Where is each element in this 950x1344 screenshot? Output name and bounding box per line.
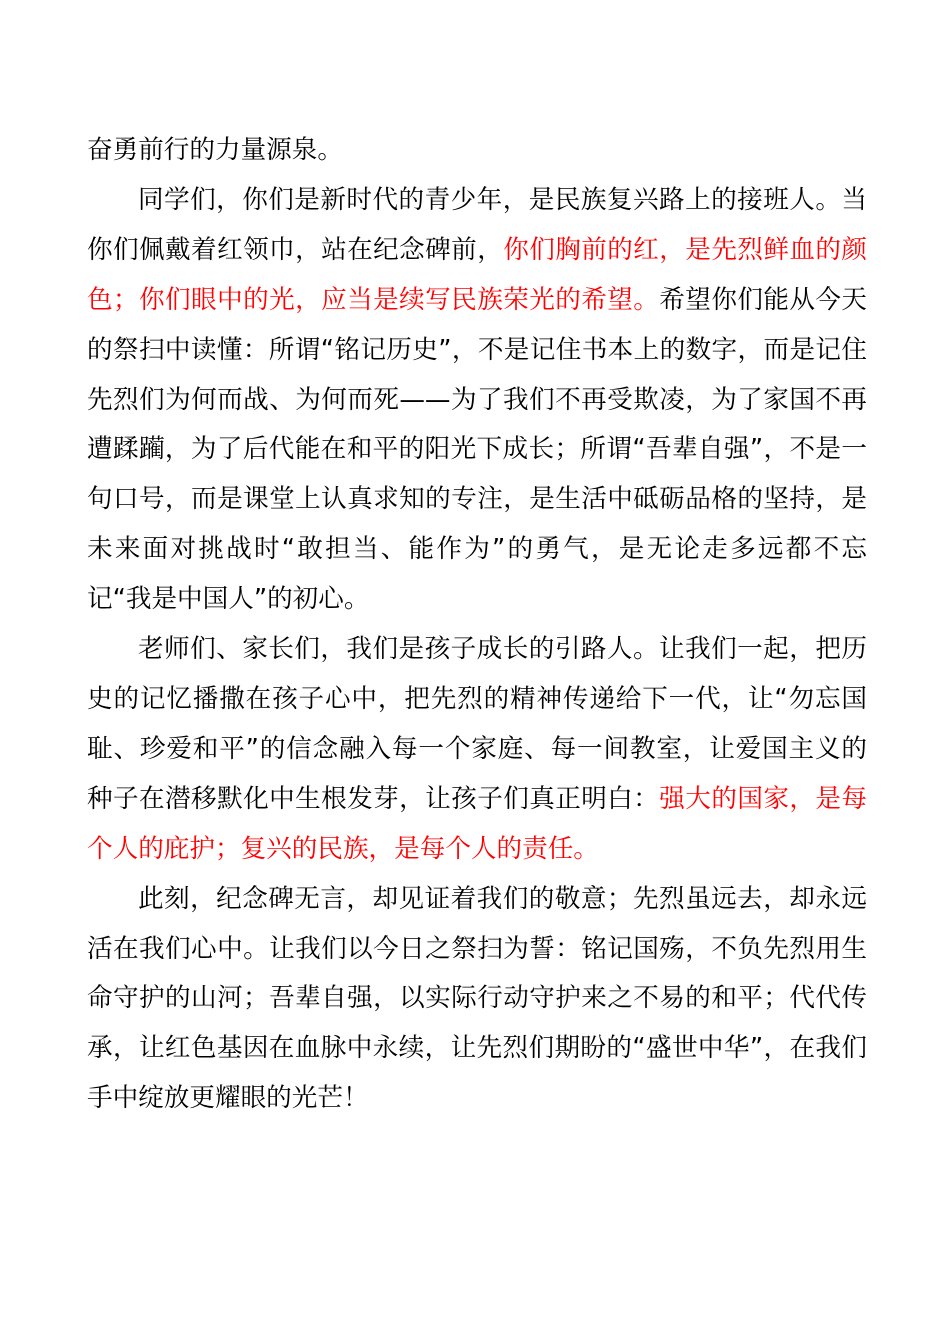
paragraph-4 — [87, 875, 867, 1125]
paragraph-text: 奋勇前行的力量源泉。 — [87, 135, 343, 165]
paragraph-3 — [87, 625, 867, 875]
highlighted-text: 你们胸前的红，是先烈鲜血的颜色；你们眼中的光，应当是续写民族荣光的希望。 — [87, 234, 867, 315]
document-body — [87, 126, 867, 1124]
paragraph-2 — [87, 176, 867, 625]
paragraph-text: 老师们、家长们，我们是孩子成长的引路人。让我们一起，把历史的记忆播撒在孩子心中，把先烈的精神传递给下一代，让“勿忘国耻、珍爱和平”的信念融入每一个家庭、每一间教室，让爱国主义的种子在潜移默化中生根发芽，让孩子们真正明白： — [87, 634, 867, 814]
paragraph-text: 希望你们能从今天的祭扫中读懂：所谓“铭记历史”，不是记住书本上的数字，而是记住先烈们为何而战、为何而死——为了我们不再受欺凌，为了家国不再遭蹂躏，为了后代能在和平的阳光下成长；所谓“吾辈自强”，不是一句口号，而是课堂上认真求知的专注，是生活中砥砺品格的坚持，是未来面对挑战时“敢担当、能作为”的勇气，是无论走多远都不忘记“我是中国人”的初心。 — [87, 284, 867, 615]
paragraph-1 — [87, 126, 867, 176]
highlighted-text: 强大的国家，是每个人的庇护；复兴的民族，是每个人的责任。 — [87, 783, 867, 864]
paragraph-text: 此刻，纪念碑无言，却见证着我们的敬意；先烈虽远去，却永远活在我们心中。让我们以今日之祭扫为誓：铭记国殇，不负先烈用生命守护的山河；吾辈自强，以实际行动守护来之不易的和平；代代传承，让红色基因在血脉中永续，让先烈们期盼的“盛世中华”，在我们手中绽放更耀眼的光芒！ — [87, 883, 867, 1114]
paragraph-text: 同学们，你们是新时代的青少年，是民族复兴路上的接班人。当你们佩戴着红领巾，站在纪念碑前， — [87, 184, 867, 265]
